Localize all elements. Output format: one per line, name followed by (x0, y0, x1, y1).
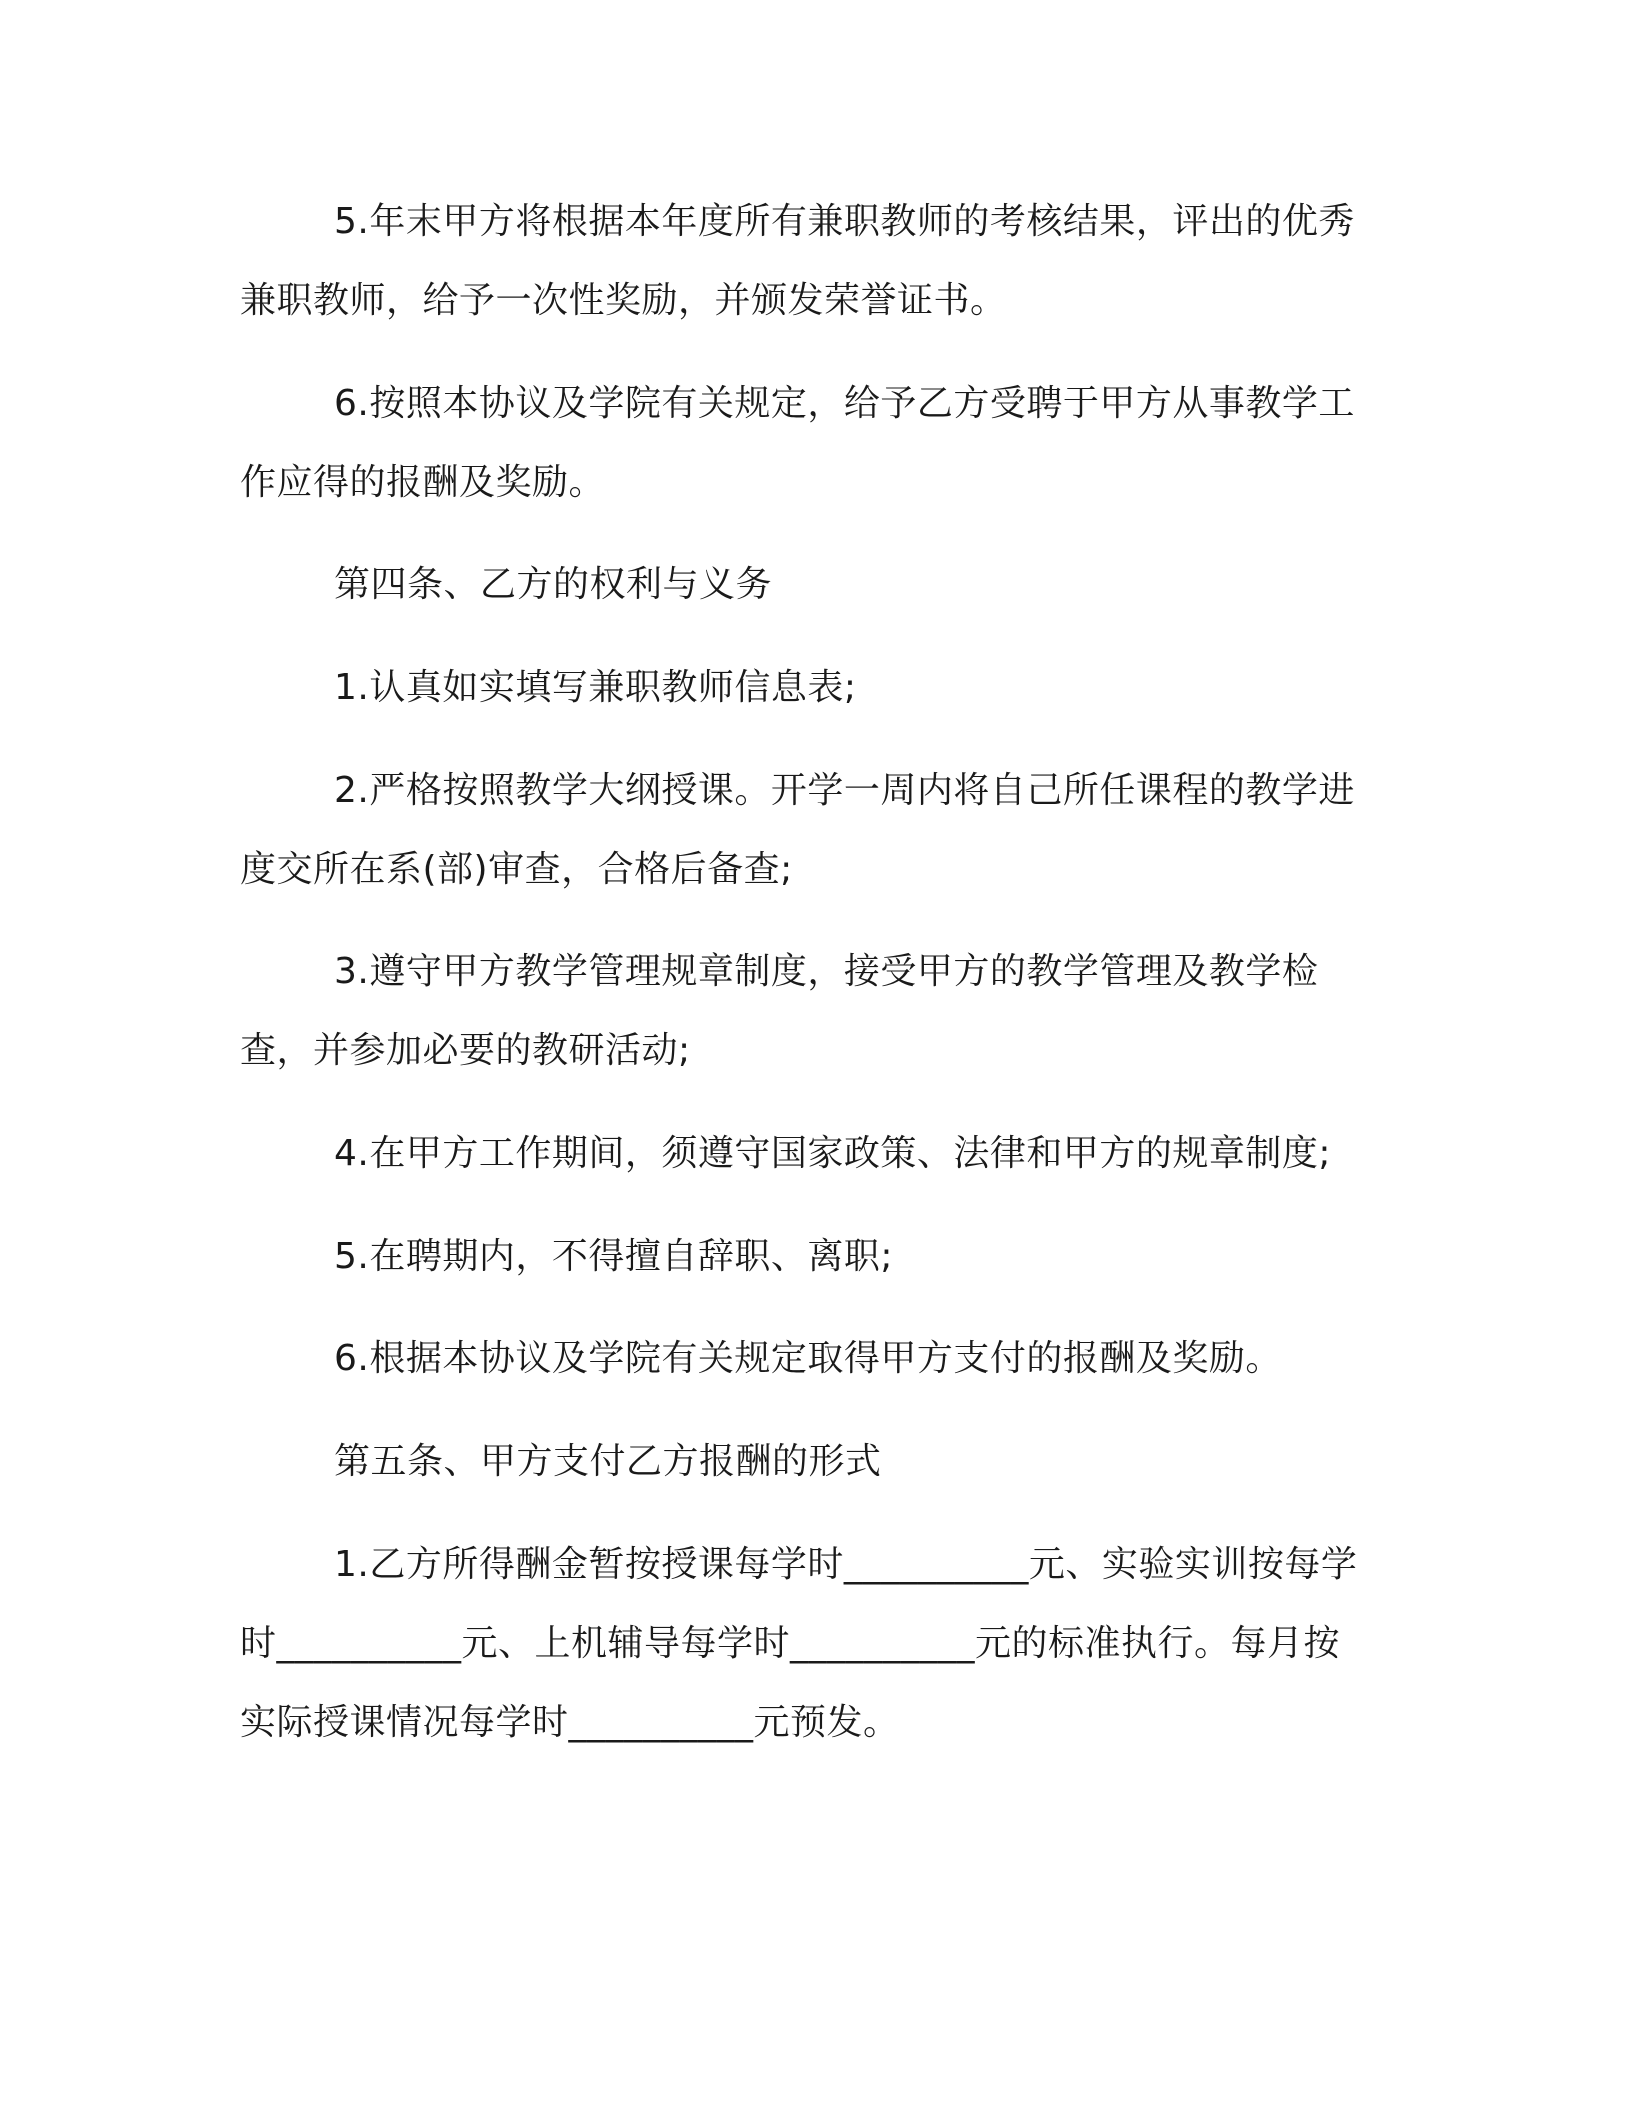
paragraph-article3-item5: 5.年末甲方将根据本年度所有兼职教师的考核结果，评出的优秀兼职教师，给予一次性奖励，并颁发荣誉证书。 (240, 201, 1355, 321)
paragraph-article4-item4: 4.在甲方工作期间，须遵守国家政策、法律和甲方的规章制度; (334, 1133, 1331, 1174)
paragraph-article4-item6: 6.根据本协议及学院有关规定取得甲方支付的报酬及奖励。 (334, 1338, 1282, 1379)
paragraph-article5-item1: 1.乙方所得酬金暂按授课每学时__________元、实验实训按每学时__________元、上机辅导每学时__________元的标准执行。每月按实际授课情况每学时__________元预发。 (240, 1544, 1358, 1743)
paragraph-article4-item2: 2.严格按照教学大纲授课。开学一周内将自己所任课程的教学进度交所在系(部)审查，合格后备查; (240, 770, 1355, 890)
paragraph-article3-item6: 6.按照本协议及学院有关规定，给予乙方受聘于甲方从事教学工作应得的报酬及奖励。 (240, 383, 1355, 503)
paragraph-article4-item5: 5.在聘期内，不得擅自辞职、离职; (334, 1236, 893, 1277)
paragraph-article4-item1: 1.认真如实填写兼职教师信息表; (334, 667, 857, 708)
paragraph-article4-item3: 3.遵守甲方教学管理规章制度，接受甲方的教学管理及教学检查，并参加必要的教研活动; (240, 951, 1319, 1071)
heading-article5: 第五条、甲方支付乙方报酬的形式 (334, 1441, 882, 1482)
heading-article4: 第四条、乙方的权利与义务 (334, 564, 773, 605)
